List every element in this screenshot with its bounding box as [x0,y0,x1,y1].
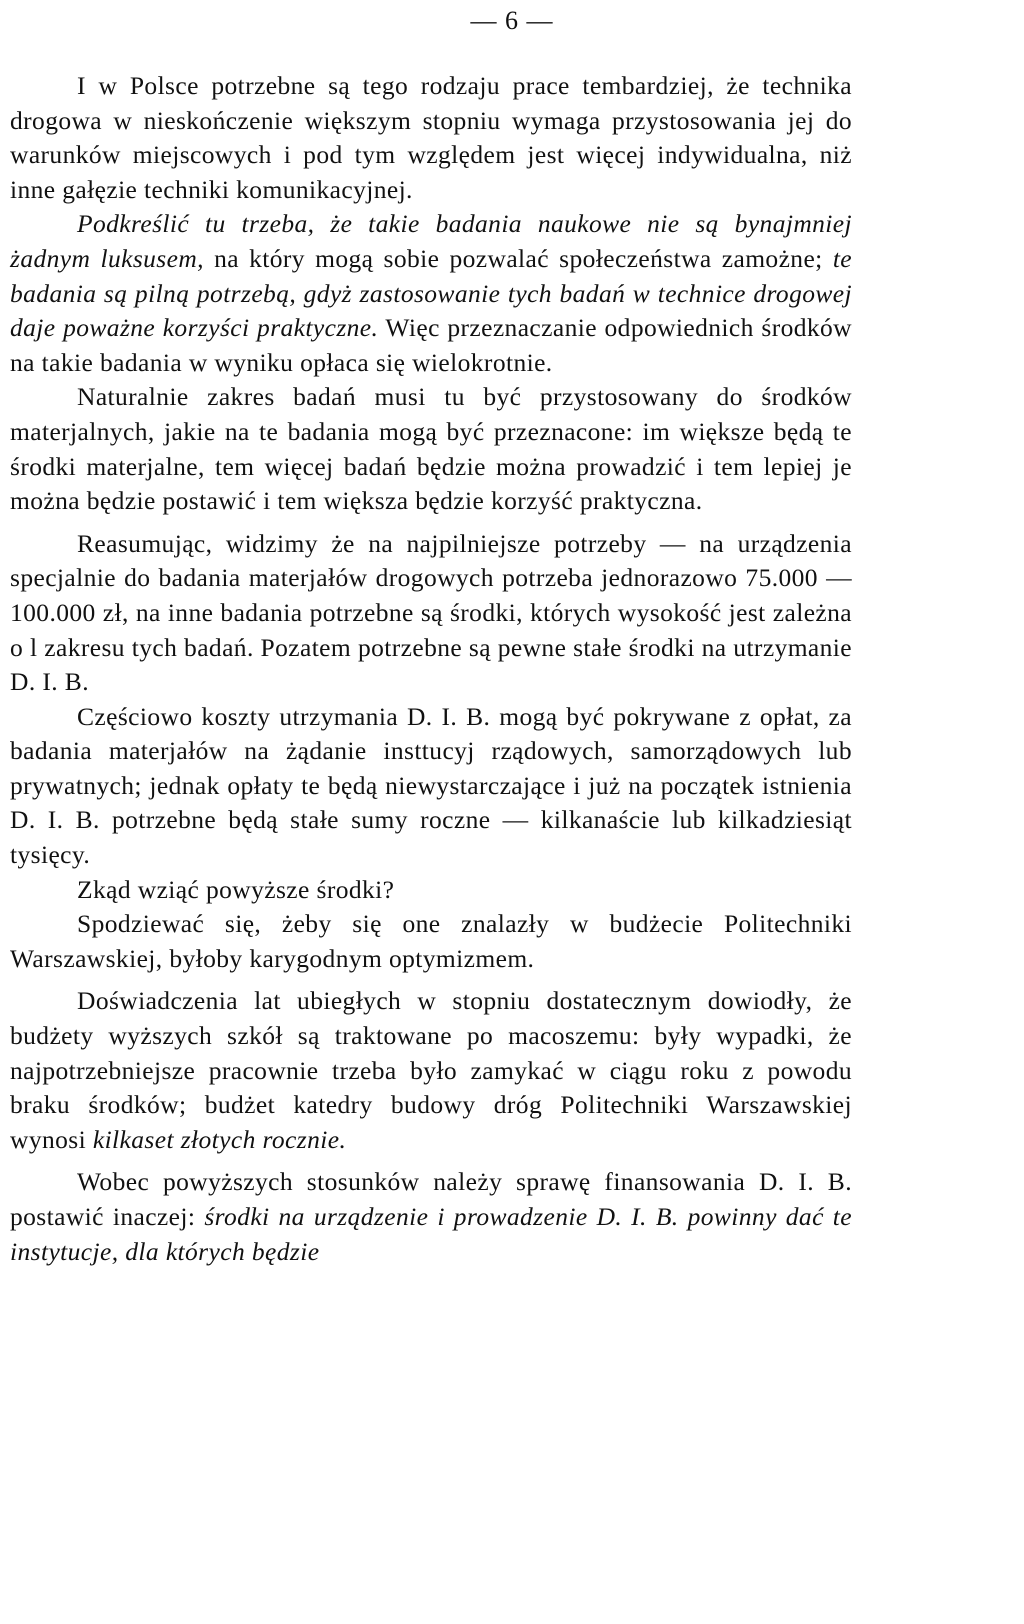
text-run: Doświadczenia lat ubiegłych w stopniu dostatecznym dowiodły, że budżety wyższych szkół są traktowane po macoszemu: były wypadki, że najpotrzebniejsze pracownie trzeba było zamykać w ciągu roku z powodu braku środków; budżet katedry budowy dróg Politechniki Warszawskiej wynosi [10,986,852,1154]
italic-text-run: Podkreślić tu trzeba, że takie badania naukowe nie są bynajmniej żadnym luksusem, [10,209,852,273]
text-run: Reasumując, widzimy że na najpilniejsze potrzeby — na urządzenia specjalnie do badania materjałów drogowych potrzeba jednorazowo 75.000 — 100.000 zł, na inne badania potrzebne są środki, których wysokość jest zależna o l zakresu tych badań. Pozatem potrzebne są pewne stałe środki na utrzymanie D. I. B. [10,528,852,697]
text-run: Więc przeznaczanie odpowiednich środków na takie badania w wyniku opłaca się wielokrotnie. [10,313,853,377]
text-run: Spodziewać się, żeby się one znalazły w budżecie Politechniki Warszawskiej, byłoby karygodnym optymizmem. [10,909,852,973]
paragraph [10,527,852,700]
text-run: Naturalnie zakres badań musi tu być przystosowany do środków materjalnych, jakie na te badania mogą być przeznacone: im większe będą te środki materjalne, tem więcej badań będzie można prowadzić i tem lepiej je można będzie postawić i tem większa będzie korzyść praktyczna. [10,382,852,516]
text-run: na który mogą sobie pozwalać społeczeństwa zamożne; [203,243,833,273]
paragraph [10,69,852,207]
page-number: — 6 — [470,6,554,35]
paragraph [10,380,852,518]
italic-text-run: kilkaset złotych rocznie. [92,1124,347,1154]
italic-text-run: te badania są pilną potrzebą, gdyż zastosowanie tych badań w technice drogowej daje poważne korzyści praktyczne. [10,243,853,343]
text-run: Częściowo koszty utrzymania D. I. B. mogą być pokrywane z opłat, za badania materjałów na żądanie insttucyj rządowych, samorządowych lub prywatnych; jednak opłaty te będą niewystarczające i już na początek istnienia D. I. B. potrzebne będą stałe sumy roczne — kilkanaście lub kilkadziesiąt tysięcy. [10,701,852,870]
paragraph [10,984,852,1157]
text-run: I w Polsce potrzebne są tego rodzaju prace tembardziej, że technika drogowa w nieskończenie większym stopniu wymaga przystosowania jej do warunków miejscowych i pod tym względem jest więcej indywidualna, niż inne gałęzie techniki komunikacyjnej. [10,71,852,204]
paragraph [10,700,852,873]
paragraph [10,907,852,976]
paragraph [10,873,852,908]
paragraph [10,207,852,380]
italic-text-run: środki na urządzenie i prowadzenie D. I. B. powinny dać te instytucje, dla których będzie [10,1202,853,1266]
body-text [10,69,852,1269]
text-run: Zkąd wziąć powyższe środki? [77,874,395,904]
paragraph [10,1165,852,1269]
text-run: Wobec powyższych stosunków należy sprawę finansowania D. I. B. postawić inaczej: [10,1167,852,1231]
